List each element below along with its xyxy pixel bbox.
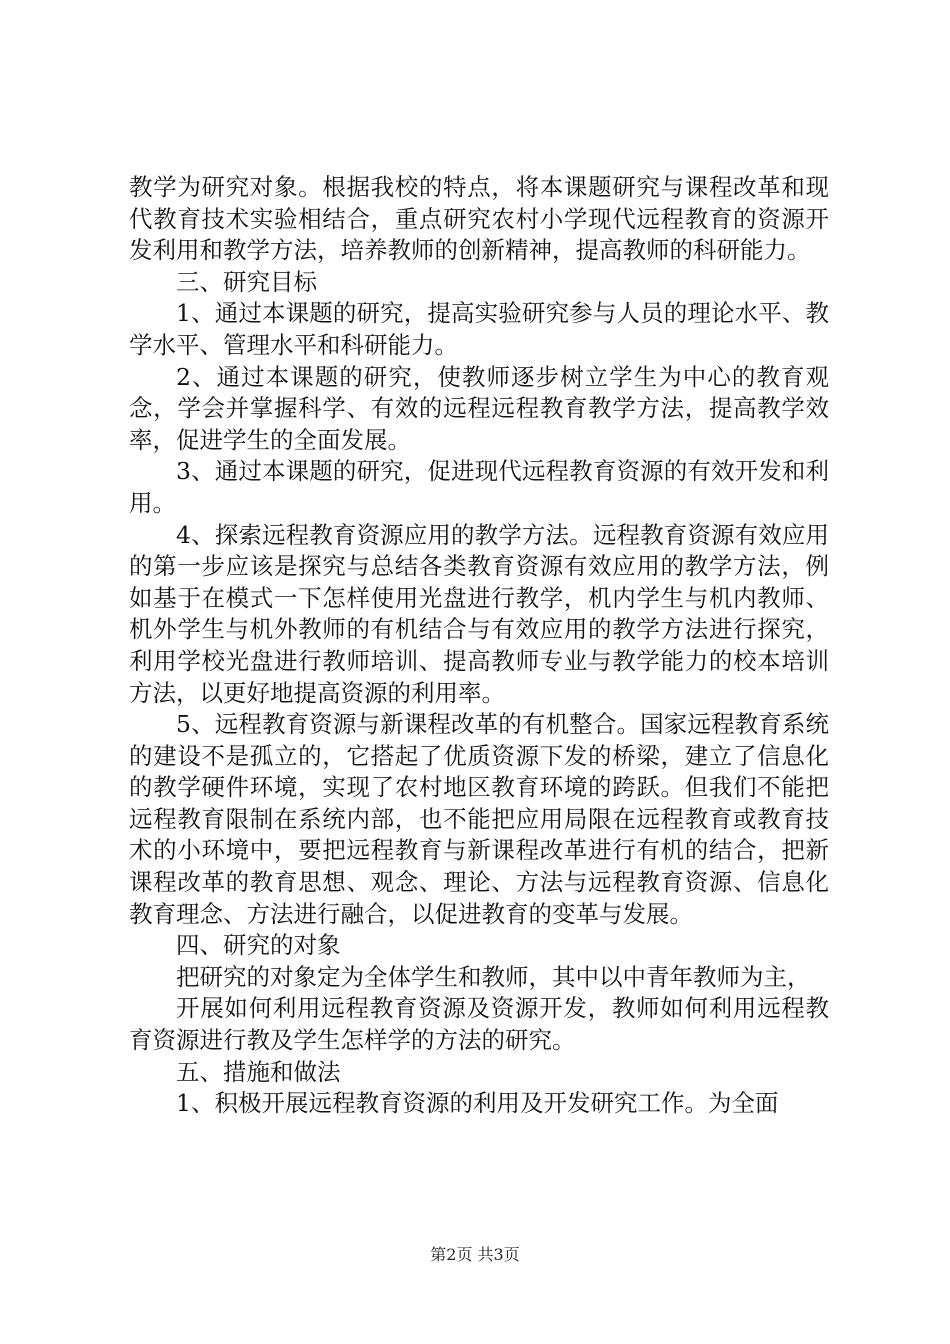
- paragraph-continuation: 教学为研究对象。根据我校的特点，将本课题研究与课程改革和现代教育技术实验相结合，重点研究农村小学现代远程教育的资源开发利用和教学方法，培养教师的创新精神，提高教师的科研能力。: [129, 173, 829, 265]
- goal-item-4: 4、探索远程教育资源应用的教学方法。远程教育资源有效应用的第一步应该是探究与总结各类教育资源有效应用的教学方法，例如基于在模式一下怎样使用光盘进行教学，机内学生与机内教师、机外学生与机外教师的有机结合与有效应用的教学方法进行探究，利用学校光盘进行教师培训、提高教师专业与教学能力的校本培训方法，以更好地提高资源的利用率。: [129, 520, 829, 707]
- section-heading-measures: 五、措施和做法: [176, 1057, 341, 1086]
- subjects-paragraph-2: 开展如何利用远程教育资源及资源开发，教师如何利用远程教育资源进行教及学生怎样学的方法的研究。: [129, 994, 829, 1055]
- goal-item-3: 3、通过本课题的研究，促进现代远程教育资源的有效开发和利用。: [129, 457, 829, 517]
- goal-item-5: 5、远程教育资源与新课程改革的有机整合。国家远程教育系统的建设不是孤立的，它搭起了优质资源下发的桥梁，建立了信息化的教学硬件环境，实现了农村地区教育环境的跨跃。但我们不能把远程教育限制在系统内部，也不能把应用局限在远程教育或教育技术的小环境中，要把远程教育与新课程改革进行有机的结合，把新课程改革的教育思想、观念、理论、方法与远程教育资源、信息化教育理念、方法进行融合，以促进教育的变革与发展。: [129, 710, 829, 928]
- measure-item-1: 1、积极开展远程教育资源的利用及开发研究工作。为全面: [176, 1089, 779, 1118]
- document-body: [129, 172, 829, 1120]
- section-heading-research-goals: 三、研究目标: [176, 267, 317, 296]
- goal-item-1: 1、通过本课题的研究，提高实验研究参与人员的理论水平、教学水平、管理水平和科研能力。: [129, 299, 829, 359]
- page-number-footer: 第2页 共3页: [430, 1245, 520, 1264]
- subjects-paragraph: 把研究的对象定为全体学生和教师，其中以中青年教师为主，: [176, 962, 811, 991]
- goal-item-2: 2、通过本课题的研究，使教师逐步树立学生为中心的教育观念，学会并掌握科学、有效的远程远程教育教学方法，提高教学效率，促进学生的全面发展。: [129, 362, 829, 454]
- section-heading-research-subjects: 四、研究的对象: [176, 931, 341, 960]
